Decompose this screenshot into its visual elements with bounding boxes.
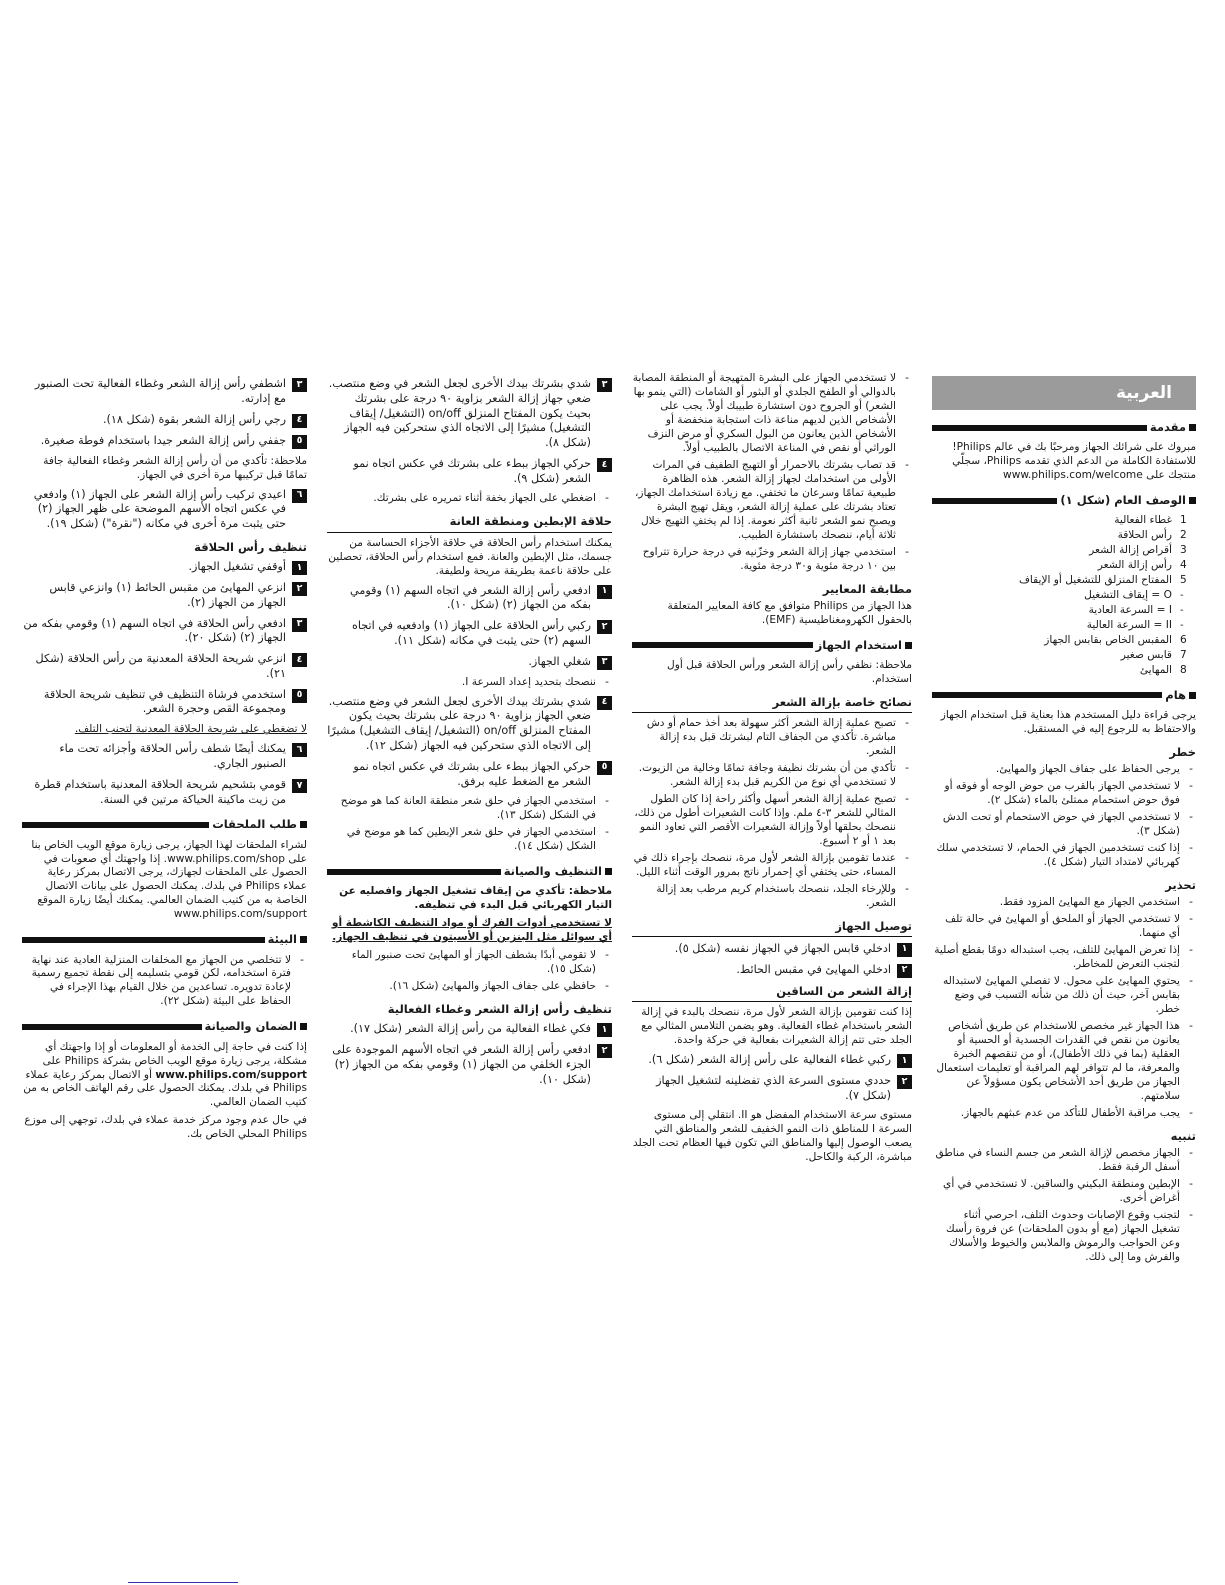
shaver-clean-heading: تنظيف رأس الحلاقة: [194, 539, 307, 554]
shaver-clean-step: ٦ يمكنك أيضًا شطف رأس الحلاقة وأجزائه تحت ماء الصنبور الجاري.: [22, 742, 307, 772]
column-1: [932, 372, 1196, 1268]
warning-item: - هذا الجهاز غير مخصص للاستخدام عن طريق أشخاص يعانون من نقص في القدرات الجسدية أو الحسية أو العقلية (بما في ذلك الأطفال)، أو من تنقصهم الخبرة والمعرفة، ما لم تتوافر لهم المراقبة أو تعليمات استعمال الجهاز من طريق أحد الأشخاص يكون مسؤولاً عن سلامتهم.: [936, 1019, 1193, 1102]
list-item: 6 المقبس الخاص بقابس الجهاز: [1044, 634, 1187, 646]
bikini-note: - ننصحك بتحديد إعداد السرعة I.: [461, 675, 609, 688]
bikini-step: ٣ شغلي الجهاز.: [327, 655, 612, 670]
description-list: [932, 514, 1196, 678]
epilator-clean-step: ١ فكي غطاء الفعالية من رأس إزالة الشعر (شكل ١٧).: [327, 1022, 612, 1037]
support-link[interactable]: www.philips.com/support: [155, 1068, 307, 1081]
caution-item: - قد تصاب بشرتك بالاحمرار أو التهيج الطفيف في المرات الأولى من استخدامك لجهاز إزالة الشعر. هذه الظاهرة طبيعية تمامًا وسرعان ما تختفي. مع زيادة استخدامك الجهاز، تعتاد بشرتك على عملية إزالة الشعر، ويقل تهيج البشرة ويصبح نمو الشعر ثانية أكثر نعومة. إذا لم يختفِ التهيج خلال ثلاثة أيام، ننصحك باستشارة الطبيب.: [634, 458, 909, 541]
list-item: 8 المهايئ: [1139, 663, 1187, 676]
legs-tail: مستوى سرعة الاستخدام المفضل هو II. انتقلي إلى مستوى السرعة I للمناطق ذات النمو الخفيف للشعر والمناطق التي يصعب الوصول إليها والمناطق التي تكون فيها العظام تحت الجلد مباشرة، الركبة والكاحل.: [633, 1109, 912, 1164]
danger-heading: خطر: [1169, 745, 1196, 760]
section-heading-intro: مقدمة: [932, 420, 1196, 435]
bikini-note: - استخدمي الجهاز في حلق شعر الإبطين كما هو موضح في الشكل (شكل ١٤).: [346, 826, 609, 853]
environment-item: - لا تتخلصي من الجهاز مع المخلفات المنزلية العادية عند نهاية فترة استخدامه، لكن قومي بتسليمه إلى نقطة تجميع رسمية لإعادة تدويره. تساعدين من خلال القيام بهذا الإجراء في الحفاظ على البيئة (شكل ٢٢).: [31, 953, 304, 1008]
shaver-clean-step: ٧ قومي بتشحيم شريحة الحلاقة المعدنية باستخدام قطرة من زيت ماكينة الحياكة مرتين في السنة.: [22, 778, 307, 808]
dry-note: ملاحظة: تأكدي من أن رأس إزالة الشعر وغطاء الفعالية جافة تمامًا قبل تركيبها مرة أخرى في الجهاز.: [43, 454, 307, 481]
emf-heading: مطابقة المعايير: [822, 581, 912, 596]
guarantee-paragraph: إذا كنت في حاجة إلى الخدمة أو المعلومات أو إذا واجهتك أي مشكلة، يرجى زيارة موقع الويب الخاص بشركة Philips على www.philips.com/support أو الاتصال بمركز رعاية عملاء Philips في بلدك. يمكنك الحصول على رقم الهاتف الخاص به من كتيب الضمان العالمي.: [23, 1040, 307, 1109]
legs-step: ٢ حددي مستوى السرعة الذي تفضلينه لتشغيل الجهاز (شكل ٧).: [632, 1074, 912, 1104]
connect-step: ٢ ادخلي المهايئ في مقبس الحائط.: [632, 963, 912, 978]
column-4: [22, 372, 307, 1146]
tip-item: - تصبح عملية إزالة الشعر أكثر سهولة بعد أخذ حمام أو دش مباشرة. تأكدي من الجفاف التام لبشرتك قبل بدء إزالة الشعر.: [646, 716, 909, 757]
legs-paragraph: إذا كنت تقومين بإزالة الشعر لأول مرة، ننصحك بالبدء في إزالة الشعر باستخدام غطاء الفعالية. وهو يضمن التلامس المثالي مع الجلد حتى تتم إزالة الشعيرات بفعالية في حركة واحدة.: [641, 1005, 912, 1046]
guarantee-paragraph-2: في حال عدم وجود مركز خدمة عملاء في بلدك، توجهي إلى موزع Philips المحلي الخاص بك.: [24, 1114, 307, 1141]
caution-heading: تنبيه: [1170, 1128, 1196, 1143]
step-item: ٦ اعيدي تركيب رأس إزالة الشعر على الجهاز (١) وادفعي في عكس اتجاه الأسهم الموضحة على ظهر الجهاز (٢) حتى يثبت مرة أخرى في مكانه ("نقرة") (شكل ١٩).: [22, 488, 307, 532]
warning-heading: تحذير: [1165, 877, 1196, 892]
danger-item: - يرجى الحفاظ على جفاف الجهاز والمهايئ.: [995, 763, 1193, 776]
important-paragraph: يرجى قراءة دليل المستخدم هذا بعناية قبل استخدام الجهاز والاحتفاظ به للرجوع إليه في المستقبل.: [940, 709, 1196, 736]
shaver-clean-step: ٥ استخدمي فرشاة التنظيف في تنظيف شريحة الحلاقة ومجموعة القص وحجرة الشعر.: [22, 688, 307, 718]
warning-item: - إذا تعرض المهايئ للتلف، يجب استبداله دومًا بقطع أصلية لتجنب التعرض للمخاطر.: [934, 944, 1193, 971]
warning-item: - لا تستخدمي الجهاز أو الملحق أو المهايئ في حالة تلف أي منهما.: [945, 913, 1193, 940]
tip-item: - وللإرخاء الجلد، ننصحك باستخدام كريم مرطب بعد إزالة الشعر.: [656, 882, 909, 909]
bikini-heading: حلاقة الإبطين ومنطقة العانة: [327, 514, 612, 532]
section-heading-guarantee: الضمان والصيانة: [22, 1019, 307, 1034]
step-item: ٤ حركي الجهاز ببطء على بشرتك في عكس اتجاه نمو الشعر (شكل ٩).: [327, 457, 612, 487]
foil-warning: لا تضغطي على شريحة الحلاقة المعدنية لتجنب التلف.: [74, 723, 307, 736]
caution-item: - استخدمي جهاز إزالة الشعر وخزّنيه في درجة حرارة تتراوح بين ١٠ درجة مئوية و٣٠ درجة مئوية.: [642, 545, 909, 572]
caution-item: - لتجنب وقوع الإصابات وحدوث التلف، احرصي أثناء تشغيل الجهاز (مع أو بدون الملحقات) عن فروة رأسك وعن الحواجب والرموش والملابس والخيوط والأسلاك والفرش وما إلى ذلك.: [946, 1208, 1193, 1263]
footer-rule: [128, 1582, 238, 1583]
epilator-clean-step: ٢ ادفعي رأس إزالة الشعر في اتجاه الأسهم الموجودة على الجزء الخلفي من الجهاز (١) وقومي بفكه من الجهاز (٢) (شكل ١٠).: [327, 1043, 612, 1087]
emf-paragraph: هذا الجهاز من Philips متوافق مع كافة المعايير المتعلقة بالحقول الكهرومغناطيسية (EMF).: [667, 599, 912, 626]
list-item: 5 المفتاح المنزلق للتشغيل أو الإيقاف: [1018, 574, 1187, 587]
caution-item: - الإبطين ومنطقة البكيني والساقين. لا تستخدمي في أي أغراض أخرى.: [943, 1177, 1193, 1204]
epilator-clean-heading: تنظيف رأس إزالة الشعر وغطاء الفعالية: [387, 1002, 612, 1017]
cleaning-item: - حافظي على جفاف الجهاز والمهايئ (شكل ١٦).: [389, 980, 609, 993]
step-item: ٥ جففي رأس إزالة الشعر جيدا باستخدام فوطة صغيرة.: [22, 434, 307, 449]
connect-step: ١ ادخلي قابس الجهاز في الجهاز نفسه (شكل ٥).: [632, 942, 912, 957]
cleaning-warning: لا تستخدمي أدوات الفرك أو مواد التنظيف الكاشطة أو أي سوائل مثل البنزين أو الأسيتون في تنظيف الجهاز.: [331, 917, 612, 944]
legs-step: ١ ركبي غطاء الفعالية على رأس إزالة الشعر (شكل ٦).: [632, 1053, 912, 1068]
step-note: - اضغطي على الجهاز بخفة أثناء تمريره على بشرتك.: [373, 492, 609, 505]
shaver-clean-step: ٢ انزعي المهايئ من مقبس الحائط (١) وانزعي قابس الجهاز من الجهاز (٢).: [22, 581, 307, 611]
list-item: 1 غطاء الفعالية: [1114, 514, 1187, 527]
shaver-clean-step: ٣ ادفعي رأس الحلاقة في اتجاه السهم (١) وقومي بفكه من الجهاز (٢) (شكل ٢٠).: [22, 617, 307, 647]
list-item: 2 رأس الحلاقة: [1117, 529, 1187, 542]
tip-item: - تأكدي من أن بشرتك نظيفة وجافة تمامًا وخالية من الزيوت. لا تستخدمي أي نوع من الكريم قبل بدء إزالة الشعر.: [638, 761, 909, 788]
bikini-paragraph: يمكنك استخدام رأس الحلاقة في حلاقة الأجزاء الحساسة من جسمك، مثل الإبطين والعانة. فمع استخدام رأس الحلاقة، تحصلين على حلاقة ناعمة بطريقة مريحة ولطيفة.: [328, 536, 612, 577]
list-item: 7 قابس صغير: [1120, 648, 1187, 661]
column-3: [327, 372, 612, 1094]
section-heading-using: استخدام الجهاز: [632, 638, 912, 653]
column-2: [632, 372, 912, 1169]
warning-item: - استخدمي الجهاز مع المهايئ المزود فقط.: [999, 896, 1193, 909]
language-banner: [932, 376, 1196, 410]
accessories-paragraph: لشراء الملحقات لهذا الجهاز، يرجى زيارة موقع الويب الخاص بنا على www.philips.com/shop. إذا واجهتك أي صعوبات في الحصول على الملحقات لجهازك، يرجى الاتصال بمركز رعاية عملاء Philips في بلدك. يمكنك الحصول على بيانات الاتصال الخاصة به من كتيب الضمان العالمي. يمكنك أيضًا زيارة الموقع www.philips.com/support: [31, 838, 307, 921]
intro-paragraph: مبروك على شرائك الجهاز ومرحبًا بك في عالم Philips! للاستفادة الكاملة من الدعم الذي تقدمه Philips، سجلّي منتجك على www.philips.com/welcome: [952, 441, 1196, 482]
bikini-step: ٤ شدي بشرتك بيدك الأخرى لجعل الشعر في وضع منتصب. ضعي الجهاز بزاوية ٩٠ درجة على بشرتك بحيث يكون المفتاح المنزلق on/off (التشغيل/ إيقاف التشغيل) مشيرًا إلى الاتجاه الذي ستحركين فيه الجهاز (شكل ١٢).: [327, 695, 612, 754]
legs-heading: إزالة الشعر من الساقين: [632, 984, 912, 1002]
shaver-clean-step: ١ أوقفي تشغيل الجهاز.: [22, 560, 307, 575]
section-heading-important: هام: [932, 688, 1196, 703]
tip-item: - تصبح عملية إزالة الشعر أسهل وأكثر راحة إذا كان الطول المثالي للشعر ٣-٤ ملم. وإذا كانت الشعيرات أطول من ذلك، ننصحك بحلقها أولاً وإزالة الشعيرات الأقصر التي تعاود النمو بعد ١ أو ٢ أسبوع.: [634, 792, 909, 847]
step-item: ٣ شدي بشرتك بيدك الأخرى لجعل الشعر في وضع منتصب. ضعي جهاز إزالة الشعر بزاوية ٩٠ درجة على بشرتك بحيث يكون المفتاح المنزلق on/off (التشغيل/ إيقاف التشغيل) مشيرًا إلى الاتجاه الذي ستحركين فيه الجهاز (شكل ٨).: [327, 377, 612, 451]
tips-heading: نصائح خاصة بإزالة الشعر: [632, 695, 912, 713]
cleaning-item: - لا تقومي أبدًا بشطف الجهاز أو المهايئ تحت صنبور الماء (شكل ١٥).: [351, 949, 609, 976]
section-heading-cleaning: التنظيف والصيانة: [327, 864, 612, 879]
language-title: العربية: [1115, 382, 1172, 403]
danger-item: - لا تستخدمي الجهاز في حوض الاستحمام أو تحت الدش (شكل ٣).: [942, 811, 1193, 838]
list-item: - O = إيقاف التشغيل: [1084, 589, 1184, 602]
step-item: ٣ اشطفي رأس إزالة الشعر وغطاء الفعالية تحت الصنبور مع إدارته.: [22, 377, 307, 407]
bikini-step: ٥ حركي الجهاز ببطء على بشرتك في عكس اتجاه نمو الشعر مع الضغط عليه برفق.: [327, 760, 612, 790]
bikini-step: ٢ ركبي رأس الحلاقة على الجهاز (١) وادفعيه في اتجاه السهم (٢) حتى يثبت في مكانه (شكل ١١).: [327, 619, 612, 649]
bikini-step: ١ ادفعي رأس إزالة الشعر في اتجاه السهم (١) وقومي بفكه من الجهاز (٢) (شكل ١٠).: [327, 584, 612, 614]
warning-item: - يجب مراقبة الأطفال للتأكد من عدم عبثهم بالجهاز.: [960, 1106, 1193, 1119]
section-heading-description: الوصف العام (شكل ١): [932, 493, 1196, 508]
shaver-clean-step: ٤ انزعي شريحة الحلاقة المعدنية من رأس الحلاقة (شكل ٢١).: [22, 652, 307, 682]
step-item: ٤ رجي رأس إزالة الشعر بقوة (شكل ١٨).: [22, 413, 307, 428]
warning-item: - يحتوي المهايئ على محول. لا تفصلي المهايئ لاستبداله بقابس آخر، حيث أن ذلك من شأنه التسبب في وضع خطر.: [943, 974, 1193, 1015]
section-heading-environment: البيئة: [22, 932, 307, 947]
caution-item: - لا تستخدمي الجهاز على البشرة المتهيجة أو المنطقة المصابة بالدوالي أو الطفح الجلدي أو البثور أو الشامات (التي ينمو بها الشعر) أو الجروح دون استشارة طبيبك أولاً. يجب على الأشخاص الذين لديهم مناعة ذات استجابة منخفضة أو الأشخاص الذين يعانون من البول السكري أو مرض النزف الوراثي أو نقص في المناعة الاتصال بالطبيب أولاً.: [632, 372, 909, 454]
danger-item: - لا تستخدمي الجهاز بالقرب من حوض الوجه أو فوقه أو فوق حوض استحمام ممتلئ بالماء (شكل ٢).: [944, 780, 1193, 807]
use-note: ملاحظة: نظفي رأس إزالة الشعر ورأس الحلاقة قبل أول استخدام.: [667, 658, 912, 685]
section-heading-accessories: طلب الملحقات: [22, 817, 307, 832]
list-item: - II = السرعة العالية: [1086, 619, 1184, 632]
tip-item: - عندما تقومين بإزالة الشعر لأول مرة، ننصحك بإجراء ذلك في المساء، حتى يختفي أي إحمرار ناتج بمرور الوقت أثناء الليل.: [633, 851, 909, 878]
list-item: 4 رأس إزالة الشعر: [1097, 559, 1187, 572]
danger-item: - إذا كنت تستخدمين الجهاز في الحمام، لا تستخدمي سلك كهربائي لامتداد التيار (شكل ٤).: [936, 842, 1193, 868]
bikini-note: - استخدمي الجهاز في حلق شعر منطقة العانة كما هو موضح في الشكل (شكل ١٣).: [340, 795, 609, 822]
caution-item: - الجهاز مخصص لإزالة الشعر من جسم النساء في مناطق أسفل الرقبة فقط.: [935, 1146, 1193, 1173]
cleaning-note: ملاحظة: تأكدي من إيقاف تشغيل الجهاز وافصليه عن التيار الكهربائي قبل البدء في تنظيفه.: [339, 885, 612, 912]
connect-heading: توصيل الجهاز: [632, 919, 912, 937]
list-item: - I = السرعة العادية: [1088, 604, 1184, 617]
list-item: 3 أقراص إزالة الشعر: [1089, 544, 1187, 557]
